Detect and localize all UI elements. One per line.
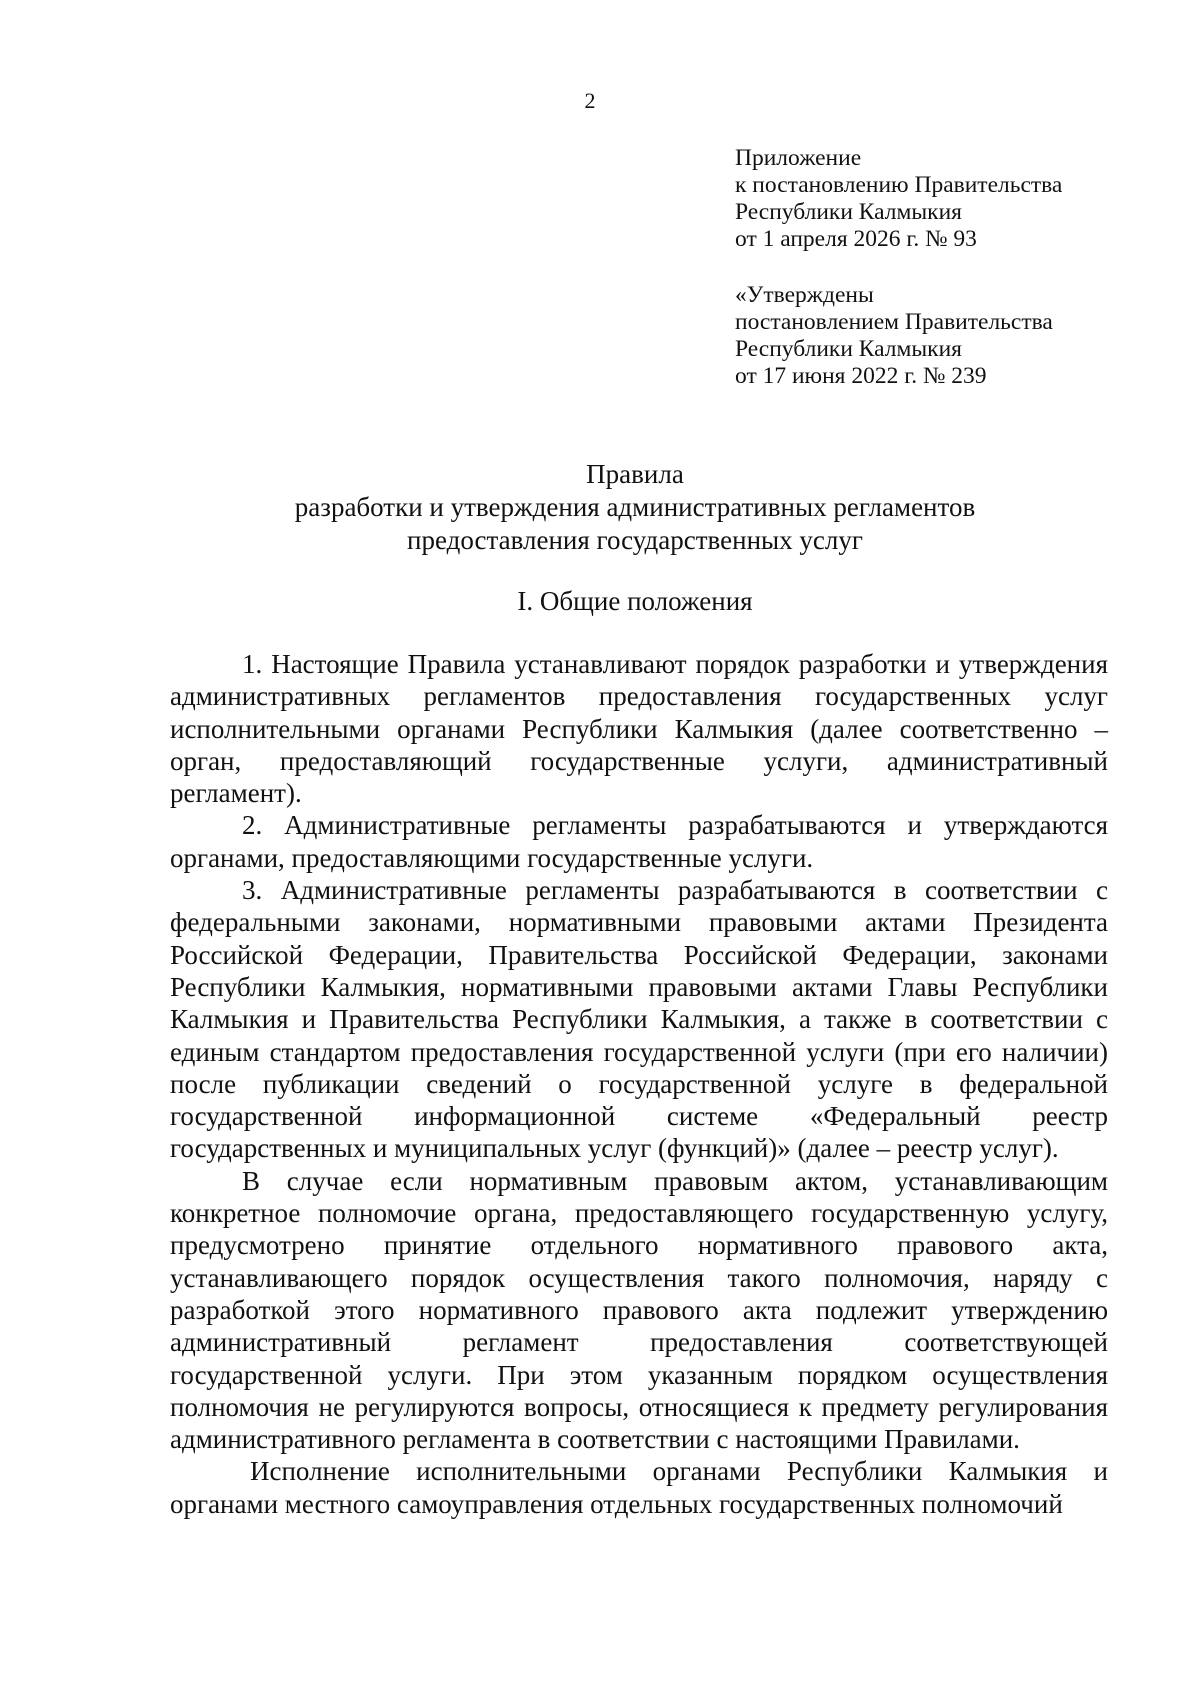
approved-block [735, 282, 1053, 390]
appendix-block [735, 145, 1062, 253]
appendix-line: Республики Калмыкия [735, 199, 962, 225]
appendix-line: к постановлению Правительства [735, 172, 1063, 198]
appendix-line: Приложение [735, 145, 862, 171]
paragraph-4: В случае если нормативным правовым актом, устанавливающим конкретное полномочие органа, предоставляющего государственную услугу, предусмотрено принятие отдельного нормативного правового акта, устанавливающего порядок осуществления такого полномочия, наряду с разработкой этого нормативного правового акта подлежит утверждению административный регламент предоставления соответствующей государственной услуги. При этом указанным порядком осуществления полномочия не регулируются вопросы, относящиеся к предмету регулирования административного регламента в соответствии с настоящими Правилами. [170, 1165, 1108, 1455]
paragraph-1: 1. Настоящие Правила устанавливают порядок разработки и утверждения административных регламентов предоставления государственных услуг исполнительными органами Республики Калмыкия (далее соответственно – орган, предоставляющий государственные услуги, административный регламент). [170, 649, 1108, 809]
title-line-2: разработки и утверждения административных регламентов [294, 492, 976, 522]
section-heading: I. Общие положения [517, 586, 753, 616]
title-line-1: Правила [586, 459, 684, 489]
approved-line: Республики Калмыкия [735, 336, 962, 362]
paragraph-5: Исполнение исполнительными органами Республики Калмыкия и органами местного самоуправления отдельных государственных полномочий [170, 1456, 1108, 1519]
paragraph-3: 3. Административные регламенты разрабатываются в соответствии с федеральными законами, нормативными правовыми актами Президента Российской Федерации, Правительства Российской Федерации, законами Республики Калмыкия, нормативными правовыми актами Главы Республики Калмыкия и Правительства Республики Калмыкия, а также в соответствии с единым стандартом предоставления государственной услуги (при его наличии) после публикации сведений о государственной услуге в федеральной государственной информационной системе «Федеральный реестр государственных и муниципальных услуг (функций)» (далее – реестр услуг). [170, 875, 1108, 1164]
title-line-3: предоставления государственных услуг [407, 525, 863, 555]
document-title [0, 458, 1200, 557]
document-body [170, 648, 1108, 1520]
approved-line: от 17 июня 2022 г. № 239 [735, 363, 987, 389]
approved-line: «Утверждены [735, 282, 874, 308]
appendix-line: от 1 апреля 2026 г. № 93 [735, 226, 977, 252]
paragraph-2: 2. Административные регламенты разрабатываются и утверждаются органами, предоставляющими государственные услуги. [170, 810, 1108, 873]
page-number: 2 [584, 88, 596, 113]
approved-line: постановлением Правительства [735, 309, 1053, 335]
